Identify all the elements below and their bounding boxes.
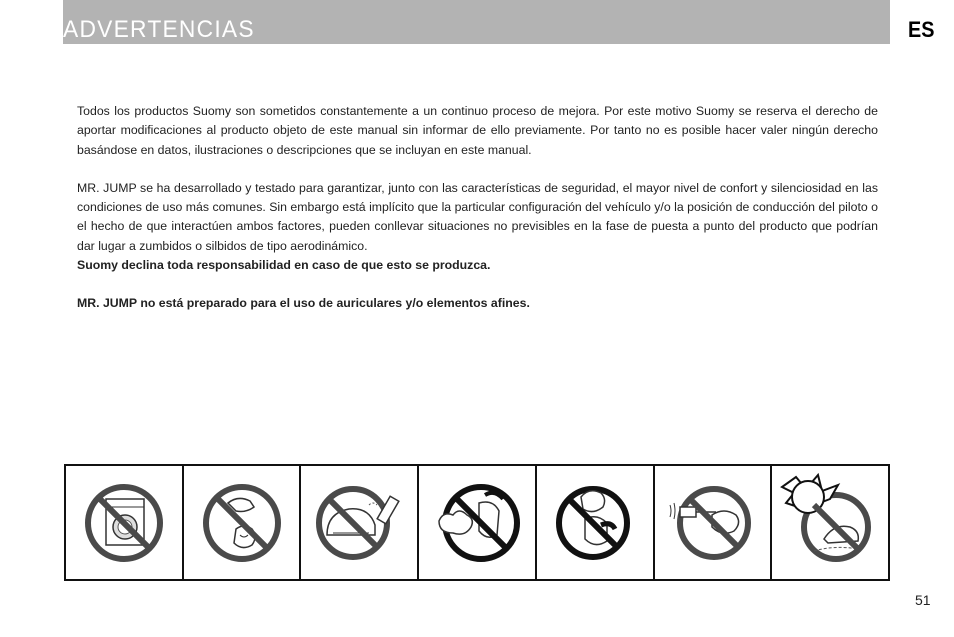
no-heat-dryer-icon [421, 469, 533, 577]
care-icons-strip [64, 464, 890, 581]
icon-cell [66, 466, 184, 579]
icon-cell [301, 466, 419, 579]
no-hanging-icon [539, 469, 651, 577]
paragraph-headphones: MR. JUMP no está preparado para el uso de auriculares y/o elementos afines. [77, 296, 530, 311]
no-sun-exposure-icon [774, 469, 886, 577]
no-washing-machine-icon [68, 469, 180, 577]
warnings-text [77, 102, 878, 314]
page-number: 51 [915, 592, 931, 608]
paragraph-development: MR. JUMP se ha desarrollado y testado para garantizar, junto con las características de seguridad, el mayor nivel de confort y silenciosidad en las condiciones de uso más comunes. Sin embargo está implícito que la particular configuración del vehículo y/o la posición de conducción del piloto o el hecho de que interactúen ambos factores, pueden conllevar situaciones no previsibles en la fase de puesta a punto del producto que podrían dar lugar a zumbidos o silbidos de tipo aerodinámico. [77, 180, 878, 253]
icon-cell [655, 466, 773, 579]
no-hand-wash-icon [186, 469, 298, 577]
language-badge: ES [908, 17, 935, 42]
paragraph-product-improvement: Todos los productos Suomy son sometidos constantemente a un continuo proceso de mejora. Por este motivo Suomy se reserva el derecho de aportar modificaciones al producto objeto de este manual sin informar de ello previamente. Por tanto no es posible hacer valer ningún derecho basándose en datos, ilustraciones o descripciones que se incluyan en este manual. [77, 104, 878, 157]
icon-cell [772, 466, 888, 579]
no-hair-dryer-icon [656, 469, 768, 577]
paragraph-liability: Suomy declina toda responsabilidad en caso de que esto se produzca. [77, 258, 491, 273]
icon-cell [419, 466, 537, 579]
header-bar [63, 0, 890, 44]
no-spray-solvent-icon [303, 469, 415, 577]
icon-cell [537, 466, 655, 579]
page-title: ADVERTENCIAS [63, 16, 255, 43]
icon-cell [184, 466, 302, 579]
